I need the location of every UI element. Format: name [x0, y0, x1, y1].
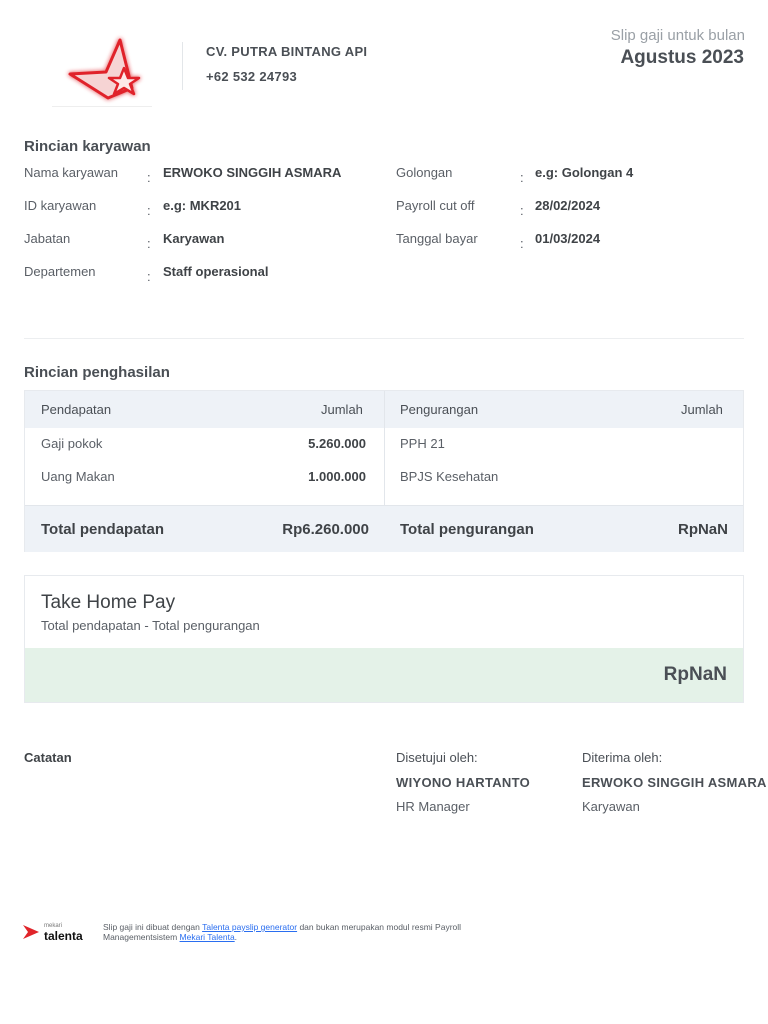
earning-amount: 1.000.000 [308, 469, 366, 484]
separator: : [520, 170, 524, 185]
separator: : [147, 236, 151, 251]
deductions-header: Pengurangan [400, 402, 479, 417]
employee-name-value: ERWOKO SINGGIH ASMARA [163, 165, 342, 180]
take-home-pay-subtitle: Total pendapatan - Total pengurangan [41, 618, 260, 633]
deductions-amount-header: Jumlah [681, 402, 723, 417]
received-role: Karyawan [582, 799, 640, 814]
employee-id-value: e.g: MKR201 [163, 198, 242, 213]
red-star-logo-icon [48, 30, 154, 106]
footer-text: dan bukan merupakan modul resmi Payroll Managementsistem [103, 922, 462, 942]
pay-date-value: 01/03/2024 [535, 231, 601, 246]
earning-name: Gaji pokok [41, 436, 103, 451]
payslip-generator-link[interactable]: Talenta payslip generator [202, 922, 298, 932]
approved-name: WIYONO HARTANTO [396, 775, 531, 790]
company-name: CV. PUTRA BINTANG API [206, 44, 368, 59]
grade-value: e.g: Golongan 4 [535, 165, 634, 180]
employee-name-label: Nama karyawan [24, 165, 118, 180]
total-deductions-value: RpNaN [677, 521, 728, 538]
company-phone: +62 532 24793 [206, 69, 298, 84]
header-divider [182, 42, 183, 90]
take-home-pay-band [25, 648, 743, 702]
payroll-cutoff-label: Payroll cut off [396, 198, 475, 213]
brand-name: talenta [44, 929, 83, 943]
received-label: Diterima oleh: [582, 750, 663, 765]
employee-id-label: ID karyawan [24, 198, 97, 213]
pay-date-label: Tanggal bayar [396, 231, 478, 246]
slip-label: Slip gaji untuk bulan [610, 27, 745, 44]
separator: : [147, 170, 151, 185]
mekari-talenta-link[interactable]: Mekari Talenta [179, 932, 235, 942]
deduction-name: BPJS Kesehatan [400, 469, 499, 484]
brand-small-label: mekari [44, 923, 63, 929]
take-home-pay-title: Take Home Pay [41, 592, 176, 613]
footer-text: Slip gaji ini dibuat dengan [103, 922, 203, 932]
earning-amount: 5.260.000 [308, 436, 366, 451]
income-table [24, 390, 744, 552]
position-value: Karyawan [163, 231, 225, 246]
grade-label: Golongan [396, 165, 453, 180]
earnings-amount-header: Jumlah [321, 402, 363, 417]
earning-name: Uang Makan [41, 469, 115, 484]
position-label: Jabatan [24, 231, 71, 246]
received-name: ERWOKO SINGGIH ASMARA [582, 775, 767, 790]
payroll-cutoff-value: 28/02/2024 [535, 198, 601, 213]
take-home-pay-card [24, 575, 744, 703]
separator: : [147, 203, 151, 218]
received-block [582, 745, 768, 825]
approved-role: HR Manager [396, 799, 470, 814]
section-divider [24, 338, 744, 339]
earnings-header: Pendapatan [41, 402, 112, 417]
total-deductions-label: Total pengurangan [400, 521, 534, 538]
company-logo [48, 30, 154, 106]
separator: : [147, 269, 151, 284]
department-label: Departemen [24, 264, 96, 279]
deduction-name: PPH 21 [400, 436, 445, 451]
separator: : [520, 236, 524, 251]
logo-underline [52, 106, 152, 107]
footer-text: . [234, 932, 238, 942]
notes-label: Catatan [24, 750, 72, 765]
separator: : [520, 203, 524, 218]
footer-disclaimer [103, 922, 463, 942]
employee-section-title: Rincian karyawan [24, 138, 151, 155]
approved-label: Disetujui oleh: [396, 750, 478, 765]
take-home-pay-value: RpNaN [663, 664, 727, 685]
income-section-title: Rincian penghasilan [24, 364, 170, 381]
total-earnings-value: Rp6.260.000 [282, 521, 369, 538]
total-earnings-label: Total pendapatan [41, 521, 165, 538]
department-value: Staff operasional [163, 264, 269, 279]
slip-month: Agustus 2023 [620, 47, 744, 68]
talenta-logo-icon [23, 925, 41, 944]
